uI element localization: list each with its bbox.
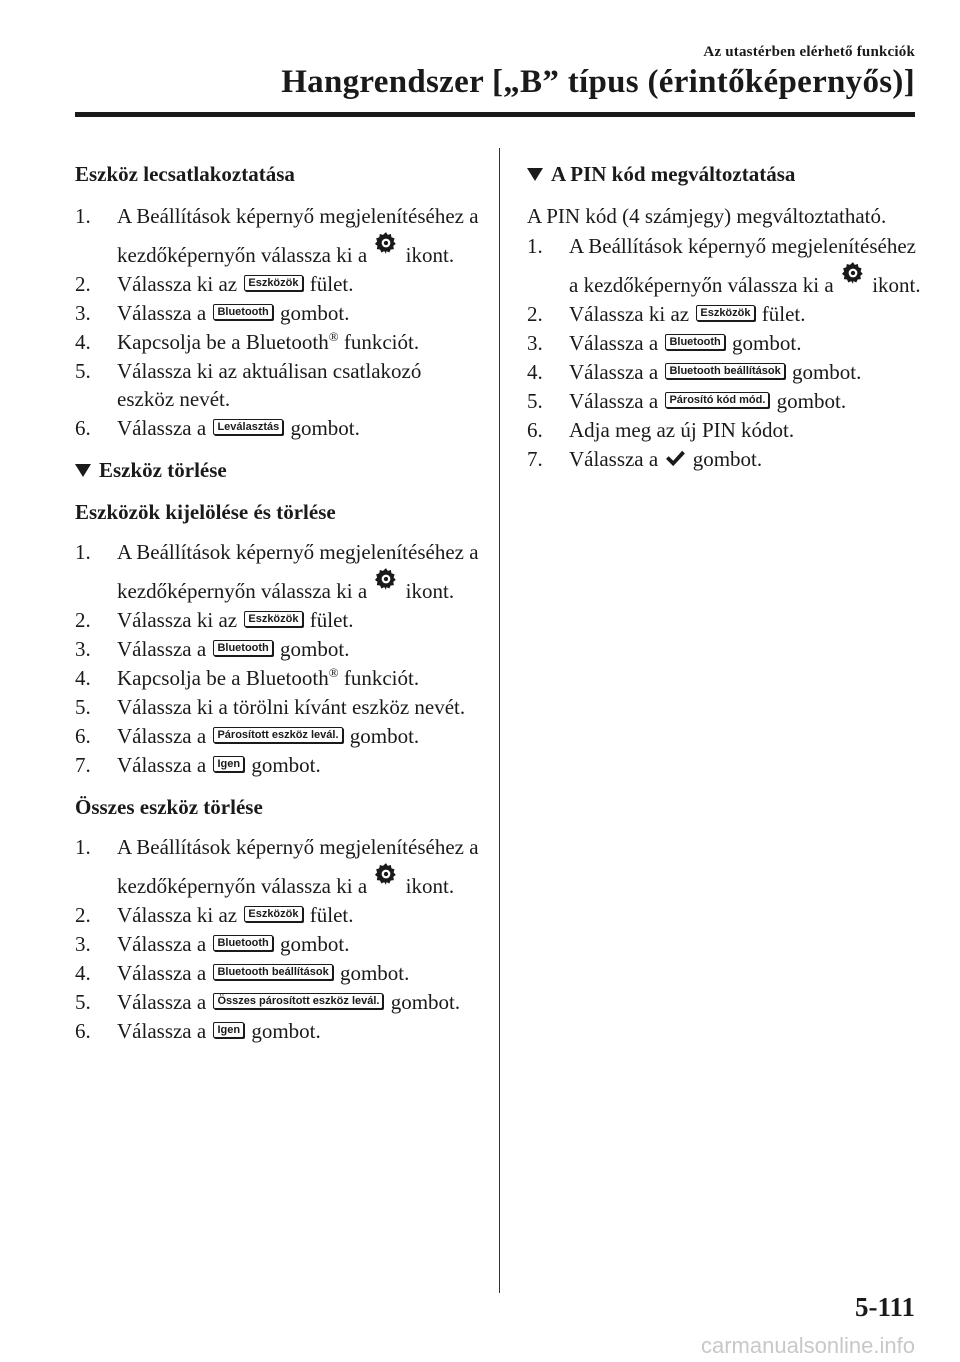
step-text: Válassza a bbox=[117, 932, 207, 956]
triangle-down-icon bbox=[527, 168, 543, 181]
step-number: 1. bbox=[75, 204, 91, 228]
pin-intro: A PIN kód (4 számjegy) megváltoztatható. bbox=[527, 204, 887, 228]
step-text: Válassza a bbox=[117, 961, 207, 985]
step-number: 6. bbox=[527, 418, 543, 442]
step-text: Válassza a bbox=[117, 1019, 207, 1043]
gear-icon bbox=[840, 260, 866, 286]
registered-mark: ® bbox=[328, 329, 339, 344]
list-item bbox=[75, 1017, 480, 1045]
step-text: Válassza ki az bbox=[117, 903, 238, 927]
list-item bbox=[75, 538, 480, 605]
step-number: 1. bbox=[75, 540, 91, 564]
list-item bbox=[527, 387, 927, 415]
step-text: ikont. bbox=[405, 579, 455, 603]
list-item bbox=[75, 635, 480, 663]
left-column bbox=[75, 160, 480, 1059]
gear-icon bbox=[373, 230, 399, 256]
step-number: 6. bbox=[75, 724, 91, 748]
step-text: gombot. bbox=[692, 447, 763, 471]
list-item bbox=[75, 988, 480, 1016]
step-text: Válassza a bbox=[117, 416, 207, 440]
step-number: 7. bbox=[75, 753, 91, 777]
bluetooth-beallitasok-button-label: Bluetooth beállítások bbox=[665, 363, 784, 379]
list-item bbox=[527, 445, 927, 473]
step-number: 5. bbox=[527, 389, 543, 413]
list-item bbox=[527, 232, 927, 299]
list-item bbox=[75, 833, 480, 900]
step-number: 2. bbox=[75, 272, 91, 296]
step-text: A Beállítások képernyő megjelenítéséhez a kezdőképernyőn válassza ki a bbox=[117, 835, 479, 898]
pin-heading-text: A PIN kód megváltoztatása bbox=[551, 162, 796, 186]
right-column bbox=[527, 160, 927, 487]
step-text: Válassza a bbox=[117, 301, 207, 325]
list-item bbox=[75, 606, 480, 634]
eszkozok-button-label: Eszközök bbox=[696, 305, 754, 321]
bluetooth-button-label: Bluetooth bbox=[213, 935, 272, 951]
step-text: Válassza ki a törölni kívánt eszköz nevét. bbox=[117, 695, 466, 719]
igen-button-label: Igen bbox=[213, 1022, 244, 1038]
step-text: Válassza ki az bbox=[569, 302, 690, 326]
step-text: gombot. bbox=[390, 990, 461, 1014]
step-text: gombot. bbox=[251, 753, 321, 777]
step-text: ikont. bbox=[405, 874, 455, 898]
bluetooth-button-label: Bluetooth bbox=[213, 304, 272, 320]
list-item bbox=[527, 329, 927, 357]
step-text: Válassza a bbox=[569, 360, 659, 384]
bluetooth-beallitasok-button-label: Bluetooth beállítások bbox=[213, 964, 332, 980]
list-item bbox=[75, 328, 480, 356]
step-text: A Beállítások képernyő megjelenítéséhez a kezdőképernyőn válassza ki a bbox=[569, 234, 916, 297]
parositott-eszkoz-leval-button-label: Párosított eszköz levál. bbox=[213, 727, 342, 743]
list-item bbox=[75, 722, 480, 750]
bluetooth-button-label: Bluetooth bbox=[665, 334, 724, 350]
step-number: 1. bbox=[75, 835, 91, 859]
watermark: carmanualsonline.info bbox=[700, 1333, 915, 1358]
step-number: 4. bbox=[75, 666, 91, 690]
step-text: Válassza a bbox=[117, 637, 207, 661]
step-text: gombot. bbox=[349, 724, 420, 748]
list-item bbox=[527, 300, 927, 328]
step-number: 2. bbox=[75, 608, 91, 632]
step-text: Válassza ki az bbox=[117, 272, 238, 296]
list-item bbox=[75, 299, 480, 327]
disconnect-heading: Eszköz lecsatlakoztatása bbox=[75, 162, 295, 186]
step-text: Kapcsolja be a Bluetooth bbox=[117, 330, 329, 354]
step-number: 7. bbox=[527, 447, 543, 471]
step-text: Válassza ki az aktuálisan csatlakozó eszköz nevét. bbox=[117, 359, 422, 411]
triangle-down-icon bbox=[75, 464, 91, 477]
step-text: fület. bbox=[309, 903, 354, 927]
step-number: 3. bbox=[75, 932, 91, 956]
step-text: Válassza a bbox=[117, 724, 207, 748]
disconnect-steps bbox=[75, 202, 480, 442]
step-number: 4. bbox=[527, 360, 543, 384]
step-text: gombot. bbox=[251, 1019, 321, 1043]
osszes-parositott-eszkoz-leval-button-label: Összes párosított eszköz levál. bbox=[213, 993, 383, 1009]
list-item bbox=[75, 693, 480, 721]
delete-all-subheading: Összes eszköz törlése bbox=[75, 795, 263, 819]
list-item bbox=[527, 358, 927, 386]
list-item bbox=[75, 751, 480, 779]
list-item bbox=[75, 901, 480, 929]
registered-mark: ® bbox=[328, 665, 339, 680]
list-item bbox=[75, 202, 480, 269]
step-number: 6. bbox=[75, 1019, 91, 1043]
header-rule bbox=[75, 112, 915, 117]
select-delete-steps bbox=[75, 538, 480, 779]
column-divider bbox=[499, 148, 500, 1293]
list-item bbox=[75, 414, 480, 442]
step-text: ikont. bbox=[405, 243, 455, 267]
gear-icon bbox=[373, 861, 399, 887]
select-delete-subheading: Eszközök kijelölése és törlése bbox=[75, 500, 336, 524]
pin-steps bbox=[527, 232, 927, 473]
step-text: A Beállítások képernyő megjelenítéséhez a kezdőképernyőn válassza ki a bbox=[117, 540, 479, 603]
list-item bbox=[527, 416, 927, 444]
step-number: 5. bbox=[75, 695, 91, 719]
step-text: Válassza a bbox=[569, 331, 659, 355]
page-number: 5-111 bbox=[854, 1292, 915, 1322]
check-icon bbox=[664, 449, 686, 467]
step-text: Válassza a bbox=[569, 447, 659, 471]
step-text: gombot. bbox=[290, 416, 360, 440]
step-text: A Beállítások képernyő megjelenítéséhez a kezdőképernyőn válassza ki a bbox=[117, 204, 479, 267]
step-number: 3. bbox=[75, 301, 91, 325]
step-number: 3. bbox=[75, 637, 91, 661]
igen-button-label: Igen bbox=[213, 756, 244, 772]
step-number: 2. bbox=[527, 302, 543, 326]
delete-heading bbox=[75, 456, 480, 484]
step-text: fület. bbox=[309, 608, 354, 632]
step-text: fület. bbox=[309, 272, 354, 296]
step-number: 5. bbox=[75, 990, 91, 1014]
eszkozok-button-label: Eszközök bbox=[244, 611, 302, 627]
step-text: Válassza ki az bbox=[117, 608, 238, 632]
step-text: Kapcsolja be a Bluetooth bbox=[117, 666, 329, 690]
step-text: funkciót. bbox=[343, 330, 420, 354]
step-text: gombot. bbox=[280, 301, 350, 325]
list-item bbox=[75, 930, 480, 958]
list-item bbox=[75, 357, 480, 413]
step-number: 1. bbox=[527, 234, 543, 258]
step-text: fület. bbox=[761, 302, 806, 326]
step-number: 4. bbox=[75, 330, 91, 354]
page-title: Hangrendszer [„B” típus (érintőképernyős)] bbox=[281, 64, 915, 100]
step-text: Válassza a bbox=[569, 389, 659, 413]
step-text: Válassza a bbox=[117, 990, 207, 1014]
step-text: gombot. bbox=[776, 389, 847, 413]
step-number: 6. bbox=[75, 416, 91, 440]
eszkozok-button-label: Eszközök bbox=[244, 906, 302, 922]
list-item bbox=[75, 959, 480, 987]
list-item bbox=[75, 270, 480, 298]
step-text: gombot. bbox=[339, 961, 410, 985]
step-number: 5. bbox=[75, 359, 91, 383]
delete-all-steps bbox=[75, 833, 480, 1045]
step-number: 2. bbox=[75, 903, 91, 927]
step-text: gombot. bbox=[732, 331, 802, 355]
step-text: Adja meg az új PIN kódot. bbox=[569, 418, 795, 442]
step-text: funkciót. bbox=[343, 666, 420, 690]
list-item bbox=[75, 664, 480, 692]
step-number: 3. bbox=[527, 331, 543, 355]
step-text: Válassza a bbox=[117, 753, 207, 777]
step-text: gombot. bbox=[280, 637, 350, 661]
gear-icon bbox=[373, 566, 399, 592]
parosito-kod-mod-button-label: Párosító kód mód. bbox=[665, 392, 769, 408]
pin-heading bbox=[527, 160, 927, 188]
levalasztas-button-label: Leválasztás bbox=[213, 419, 283, 435]
step-text: gombot. bbox=[280, 932, 350, 956]
eszkozok-button-label: Eszközök bbox=[244, 275, 302, 291]
step-number: 4. bbox=[75, 961, 91, 985]
section-label: Az utastérben elérhető funkciók bbox=[703, 44, 915, 60]
delete-heading-text: Eszköz törlése bbox=[99, 458, 227, 482]
step-text: gombot. bbox=[791, 360, 862, 384]
step-text: ikont. bbox=[872, 273, 921, 297]
bluetooth-button-label: Bluetooth bbox=[213, 640, 272, 656]
